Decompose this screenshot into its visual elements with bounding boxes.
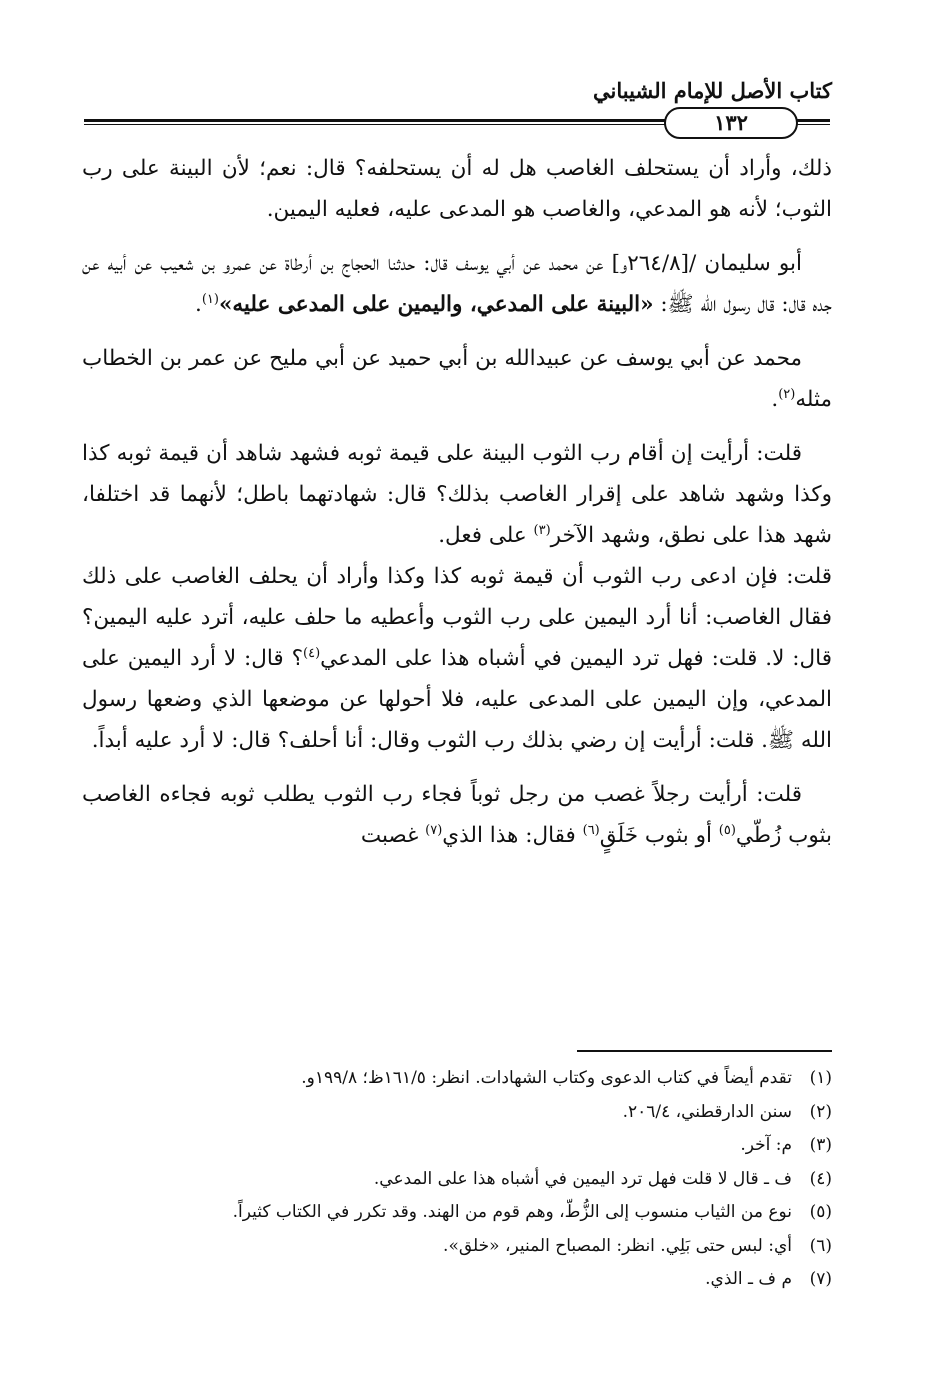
footnote-ref-1[interactable]: (١) xyxy=(201,291,219,307)
footnote-text: م ف ـ الذي. xyxy=(705,1269,792,1289)
paragraph-6-text-a: قلت: أرأيت رجلاً غصب من رجل ثوباً فجاء رب الثوب يطلب ثوبه فجاءه الغاصب بثوب زُطّي xyxy=(82,782,832,848)
footnote-ref-2[interactable]: (٢) xyxy=(778,386,796,402)
paragraph-3-end: . xyxy=(771,387,779,412)
header-rule xyxy=(84,110,830,135)
paragraph-3 xyxy=(82,338,832,420)
paragraph-6-text-c: فقال: هذا الذي xyxy=(442,823,583,848)
paragraph-4-end: على فعل. xyxy=(438,523,534,548)
footnote-text: نوع من الثياب منسوب إلى الزُّطّ، وهم قوم من الهند. وقد تكرر في الكتاب كثيراً. xyxy=(232,1202,792,1222)
paragraph-2-text: أبو سليمان /[٢٦٤/٨و] عن محمد عن أبي يوسف قال: حدثنا الحجاج بن أرطاة عن عمرو بن شعيب عن أبيه عن جده قال: قال رسول الله ﷺ: xyxy=(82,251,832,317)
paragraph-5-text: قلت: فإن ادعى رب الثوب أن قيمة ثوبه كذا وكذا وأراد أن يحلف الغاصب على ذلك فقال الغاصب: أنا أرد اليمين على رب الثوب وأعطيه ما حلف عليه، أترد عليه اليمين؟ قال: لا. قلت: فهل ترد اليمين في أشباه هذا على المدعي xyxy=(82,564,832,671)
footnote-6 xyxy=(90,1230,832,1264)
paragraph-6-text-b: أو بثوب خَلَقٍ xyxy=(599,823,719,848)
footnote-1 xyxy=(90,1062,832,1096)
main-text xyxy=(82,148,832,856)
running-title: كتاب الأصل للإمام الشيباني xyxy=(593,78,832,103)
footnote-text: أي: لبس حتى بَلِي. انظر: المصباح المنير، «خلق». xyxy=(443,1235,792,1256)
footnotes xyxy=(90,1062,832,1297)
paragraph-5 xyxy=(82,556,832,761)
paragraph-2-end: . xyxy=(194,292,202,317)
footnote-ref-6[interactable]: (٦) xyxy=(582,822,600,838)
footnote-4 xyxy=(90,1163,832,1197)
footnote-ref-5[interactable]: (٥) xyxy=(718,822,736,838)
footnote-ref-7[interactable]: (٧) xyxy=(425,822,443,838)
hadith-quote: «البينة على المدعي، واليمين على المدعى عليه» xyxy=(218,292,654,317)
footnote-text: م: آخر. xyxy=(740,1135,792,1155)
page-number: ١٣٢ xyxy=(664,107,798,139)
footnote-number: (٦) xyxy=(809,1235,832,1256)
footnote-text: سنن الدارقطني، ٢٠٦/٤. xyxy=(622,1101,792,1122)
footnote-text: تقدم أيضاً في كتاب الدعوى وكتاب الشهادات. انظر: ١٦١/٥ظ؛ ١٩٩/٨و. xyxy=(301,1068,792,1088)
paragraph-6 xyxy=(82,774,832,856)
footnote-separator xyxy=(577,1050,832,1052)
paragraph-1: ذلك، وأراد أن يستحلف الغاصب هل له أن يستحلفه؟ قال: نعم؛ لأن البينة على رب الثوب؛ لأنه هو المدعي، والغاصب هو المدعى عليه، فعليه اليمين. xyxy=(82,156,832,222)
footnote-ref-4[interactable]: (٤) xyxy=(303,645,321,661)
footnote-text: ف ـ قال لا قلت فهل ترد اليمين في أشباه هذا على المدعي. xyxy=(373,1168,792,1189)
paragraph-3-text: محمد عن أبي يوسف عن عبيدالله بن أبي حميد عن أبي مليح عن عمر بن الخطاب مثله xyxy=(82,346,832,412)
footnote-number: (٥) xyxy=(809,1202,832,1222)
footnote-number: (١) xyxy=(809,1068,832,1088)
paragraph-2 xyxy=(82,243,832,325)
footnote-7 xyxy=(90,1263,832,1297)
footnote-number: (٧) xyxy=(809,1269,832,1289)
footnote-5 xyxy=(90,1196,832,1230)
footnote-ref-3[interactable]: (٣) xyxy=(533,522,551,538)
paragraph-6-text-d: غصبت xyxy=(360,823,426,848)
footnote-number: (٤) xyxy=(809,1168,832,1189)
paragraph-5-end: ؟ قال: لا أرد اليمين على المدعي، وإن اليمين على المدعى عليه، فلا أحولها عن موضعها الذي وضعها رسول الله ﷺ. قلت: أرأيت إن رضي بذلك رب الثوب وقال: أنا أحلف؟ قال: لا أرد عليه أبداً. xyxy=(82,646,832,753)
paragraph-4 xyxy=(82,433,832,556)
footnote-number: (٣) xyxy=(809,1135,832,1155)
paragraph-4-text: قلت: أرأيت إن أقام رب الثوب البينة على قيمة ثوبه فشهد شاهد أن قيمة ثوبه كذا وكذا وشهد شاهد على إقرار الغاصب بذلك؟ قال: شهادتهما باطل؛ لأنهما قد اختلفا، شهد هذا على نطق، وشهد الآخر xyxy=(82,441,832,548)
footnote-3 xyxy=(90,1129,832,1163)
footnote-2 xyxy=(90,1096,832,1130)
footnote-number: (٢) xyxy=(809,1101,832,1122)
